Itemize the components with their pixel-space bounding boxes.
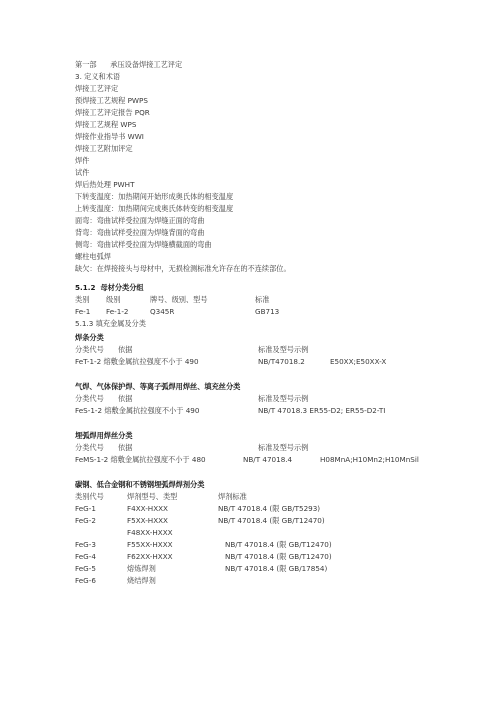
flux-header-cell: 焊剂标准 bbox=[218, 492, 247, 501]
flux-cell: F5XX-HXXX bbox=[127, 516, 168, 525]
flux-cell: NB/T 47018.4 (限 GB/T12470) bbox=[218, 516, 325, 525]
flux-header-cell: 焊剂型号、类型 bbox=[127, 492, 178, 501]
term-line: 侧弯：弯曲试样受拉面为焊缝横截面的弯曲 bbox=[75, 240, 212, 249]
saw-wire-header-cell: 依据 bbox=[118, 443, 133, 452]
electrode-header-cell: 依据 bbox=[118, 345, 133, 354]
base-cell: Q345R bbox=[150, 307, 175, 316]
term-line: 焊接工艺评定报告 PQR bbox=[75, 108, 150, 117]
term-line: 预焊接工艺规程 PWPS bbox=[75, 96, 148, 105]
term-line: 上转变温度：加热期间完成奥氏体转变的相变温度 bbox=[75, 204, 234, 213]
gas-wire-cell: FeS-1-2 熔敷金属抗拉强度不小于 490 bbox=[75, 406, 200, 415]
flux-header-cell: 类别代号 bbox=[75, 492, 104, 501]
base-cell: Fe-1-2 bbox=[106, 307, 129, 316]
flux-cell: FeG-5 bbox=[75, 564, 96, 573]
gas-wire-cell: NB/T 47018.3 ER55-D2; ER55-D2-TI bbox=[258, 406, 386, 415]
saw-wire-cell: FeMS-1-2 熔敷金属抗拉强度不小于 480 bbox=[75, 455, 206, 464]
flux-cell: F4XX-HXXX bbox=[127, 504, 168, 513]
section-5-1-2-heading: 5.1.2 母材分类分组 bbox=[75, 283, 144, 292]
gas-wire-header-cell: 分类代号 bbox=[75, 394, 104, 403]
flux-cell: F55XX-HXXX bbox=[127, 540, 173, 549]
term-line: 面弯：弯曲试样受拉面为焊缝正面的弯曲 bbox=[75, 216, 205, 225]
term-line: 缺欠：在焊接接头与母材中，无损检测标准允许存在的不连续部位。 bbox=[75, 264, 291, 273]
flux-cell: NB/T 47018.4 (限 GB/T12470) bbox=[225, 540, 332, 549]
flux-cell: 熔炼焊剂 bbox=[127, 564, 156, 573]
saw-wire-cell: NB/T 47018.4 bbox=[243, 455, 293, 464]
flux-cell: FeG-3 bbox=[75, 540, 96, 549]
flux-cell: F48XX-HXXX bbox=[127, 528, 173, 537]
electrode-heading: 焊条分类 bbox=[75, 333, 104, 342]
flux-cell: FeG-6 bbox=[75, 576, 96, 585]
flux-cell: F62XX-HXXX bbox=[127, 552, 173, 561]
electrode-header-cell: 标准及型号示例 bbox=[258, 345, 309, 354]
gas-wire-header-cell: 标准及型号示例 bbox=[258, 394, 309, 403]
term-line: 下转变温度：加热期间开始形成奥氏体的相变温度 bbox=[75, 192, 234, 201]
flux-cell: NB/T 47018.4 (限 GB/T12470) bbox=[225, 552, 332, 561]
base-header-cell: 牌号、级别、型号 bbox=[150, 295, 208, 304]
flux-cell: FeG-4 bbox=[75, 552, 96, 561]
term-line: 焊接作业指导书 WWI bbox=[75, 132, 144, 141]
base-header-cell: 级别 bbox=[106, 295, 121, 304]
gas-wire-header-cell: 依据 bbox=[118, 394, 133, 403]
saw-wire-header-cell: 分类代号 bbox=[75, 443, 104, 452]
gas-wire-heading: 气焊、气体保护焊、等离子弧焊用焊丝、填充丝分类 bbox=[75, 382, 241, 391]
flux-cell: 烧结焊剂 bbox=[127, 576, 156, 585]
term-line: 焊件 bbox=[75, 156, 90, 165]
saw-wire-header-cell: 标准及型号示例 bbox=[258, 443, 309, 452]
flux-cell: NB/T 47018.4 (限 GB/T5293) bbox=[218, 504, 321, 513]
term-line: 焊接工艺评定 bbox=[75, 84, 119, 93]
flux-heading: 碳钢、低合金钢和不锈钢埋弧焊焊剂分类 bbox=[75, 480, 205, 489]
term-line: 螺柱电弧焊 bbox=[75, 252, 111, 261]
base-header-cell: 标准 bbox=[255, 295, 270, 304]
flux-cell: FeG-2 bbox=[75, 516, 96, 525]
term-line: 焊接工艺规程 WPS bbox=[75, 120, 137, 129]
base-header-cell: 类别 bbox=[75, 295, 90, 304]
section-5-1-3-heading: 5.1.3 填充金属及分类 bbox=[75, 319, 146, 328]
base-cell: Fe-1 bbox=[75, 307, 91, 316]
electrode-cell: NB/T47018.2 bbox=[258, 357, 305, 366]
electrode-header-cell: 分类代号 bbox=[75, 345, 104, 354]
term-line: 试件 bbox=[75, 168, 90, 177]
saw-wire-heading: 埋弧焊用焊丝分类 bbox=[75, 431, 133, 440]
base-cell: GB713 bbox=[255, 307, 280, 316]
term-line: 背弯：弯曲试样受拉面为焊缝背面的弯曲 bbox=[75, 228, 205, 237]
electrode-cell: E50XX;E50XX-X bbox=[330, 357, 387, 366]
part-title: 第一部 承压设备焊接工艺评定 bbox=[75, 60, 183, 69]
flux-cell: FeG-1 bbox=[75, 504, 96, 513]
flux-cell: NB/T 47018.4 (限 GB/17854) bbox=[225, 564, 328, 573]
section-3-heading: 3. 定义和术语 bbox=[75, 72, 121, 81]
electrode-cell: FeT-1-2 熔敷金属抗拉强度不小于 490 bbox=[75, 357, 199, 366]
term-line: 焊接工艺附加评定 bbox=[75, 144, 133, 153]
saw-wire-cell: H08MnA;H10Mn2;H10MnSil bbox=[320, 455, 419, 464]
term-line: 焊后热处理 PWHT bbox=[75, 180, 135, 189]
